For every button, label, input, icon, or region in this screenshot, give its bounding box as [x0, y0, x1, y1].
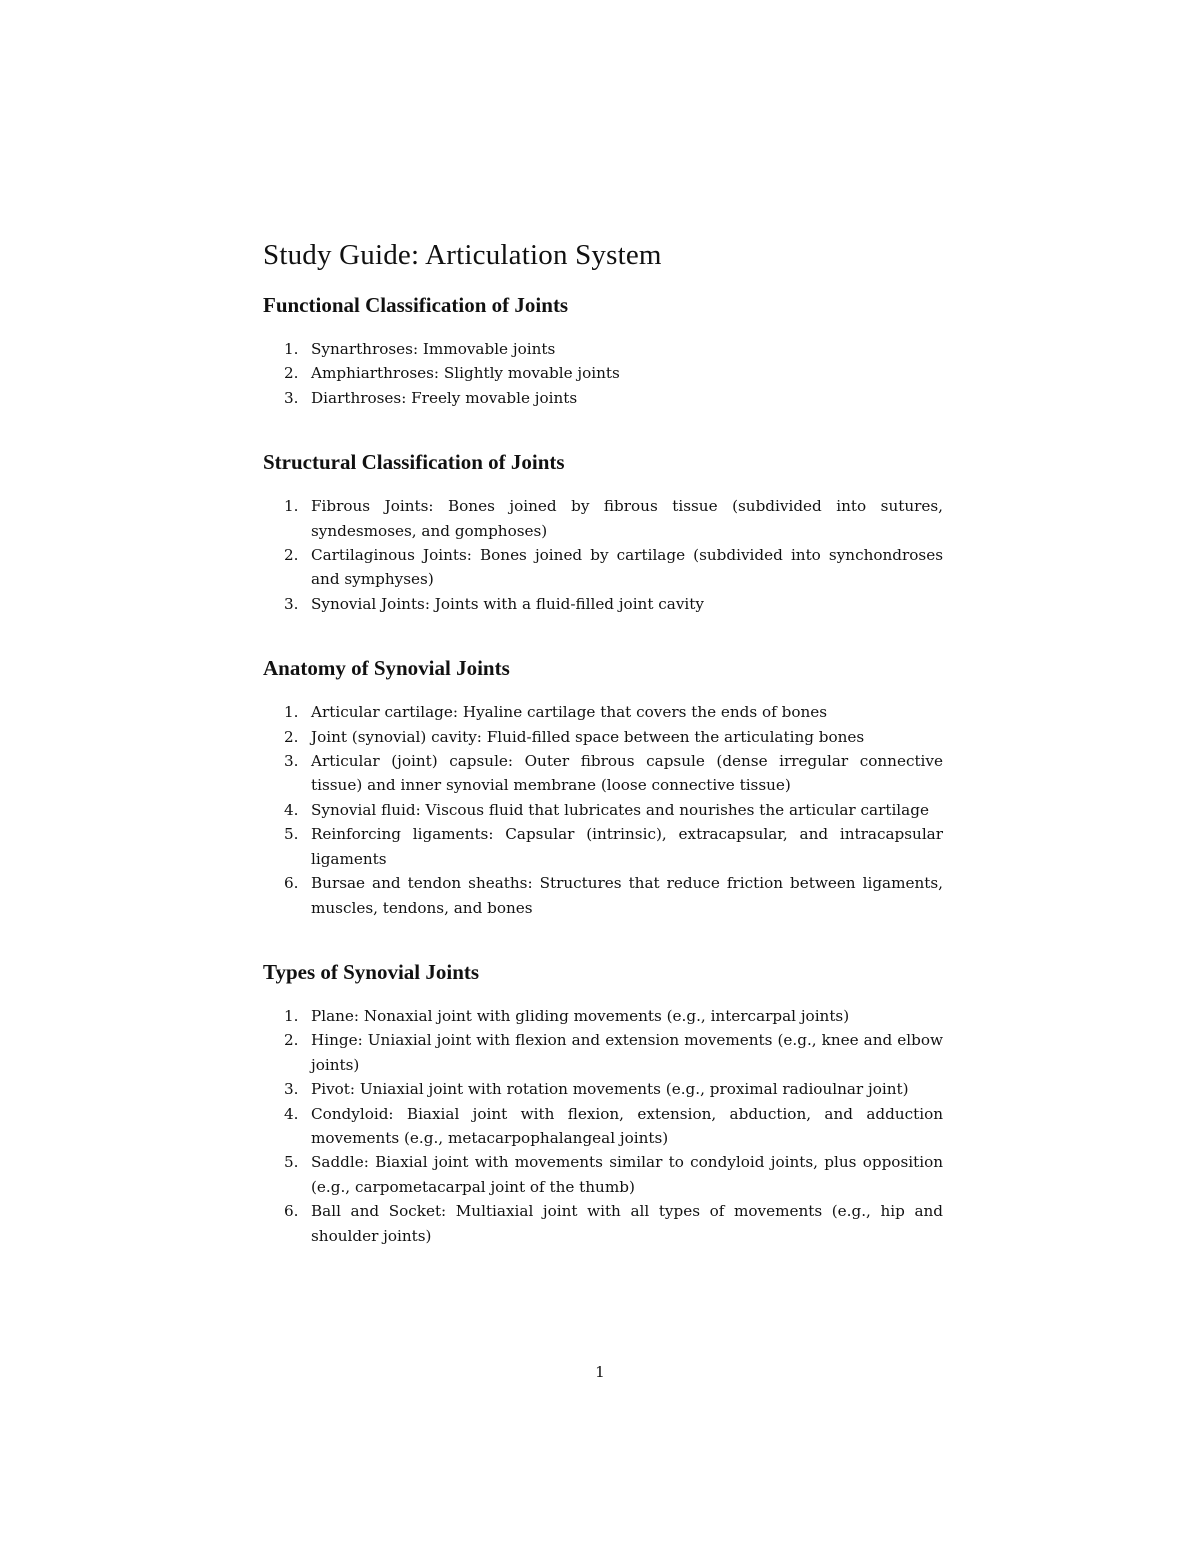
list-item: [263, 1004, 943, 1028]
list-item-text: Articular cartilage: Hyaline cartilage that covers the ends of bones: [311, 703, 828, 722]
list-item-number: 6.: [284, 1202, 299, 1221]
list-item: [263, 592, 943, 616]
list-item: [263, 494, 943, 543]
document-title: Study Guide: Articulation System: [263, 239, 662, 271]
list-item-text: Articular (joint) capsule: Outer fibrous capsule (dense irregular connective tissue) and inner synovial membrane (loose connective tissue): [311, 752, 943, 795]
section-list: [263, 700, 943, 920]
list-item-number: 1.: [284, 340, 299, 358]
list-item-number: 1.: [284, 1006, 299, 1025]
list-item: [263, 543, 943, 592]
list-item-text: Bursae and tendon sheaths: Structures that reduce friction between ligaments, muscles, tendons, and bones: [311, 874, 943, 917]
list-item-text: Diarthroses: Freely movable joints: [311, 388, 578, 407]
list-item-number: 2.: [284, 727, 299, 746]
section-functional-classification: [263, 292, 943, 410]
list-item-text: Synovial Joints: Joints with a fluid-filled joint cavity: [311, 594, 704, 613]
section-title: Anatomy of Synovial Joints: [263, 656, 510, 681]
list-item: [263, 1199, 943, 1248]
list-item: [263, 1102, 943, 1151]
list-item-text: Cartilaginous Joints: Bones joined by cartilage (subdivided into synchondroses and symphyses): [311, 546, 943, 589]
page-number: 1: [595, 1363, 605, 1381]
list-item-number: 6.: [284, 874, 299, 893]
section-list: [263, 494, 943, 616]
list-item: [263, 337, 943, 361]
list-item-number: 1.: [284, 703, 299, 722]
list-item-text: Plane: Nonaxial joint with gliding movements (e.g., intercarpal joints): [311, 1006, 850, 1025]
list-item-number: 4.: [284, 800, 299, 819]
list-item-number: 3.: [284, 752, 299, 771]
list-item-text: Synarthroses: Immovable joints: [311, 340, 556, 358]
section-synovial-types: [263, 959, 943, 1248]
list-item: [263, 700, 943, 724]
list-item-number: 2.: [284, 364, 299, 383]
list-item: [263, 361, 943, 385]
list-item-number: 5.: [284, 825, 299, 844]
list-item: [263, 1028, 943, 1077]
section-title: Structural Classification of Joints: [263, 450, 565, 475]
list-item-number: 1.: [284, 497, 299, 516]
list-item-number: 3.: [284, 1080, 299, 1099]
list-item-text: Hinge: Uniaxial joint with flexion and extension movements (e.g., knee and elbow joints): [311, 1031, 943, 1074]
list-item-number: 5.: [284, 1153, 299, 1172]
list-item: [263, 725, 943, 749]
list-item: [263, 1077, 943, 1101]
list-item-text: Reinforcing ligaments: Capsular (intrinsic), extracapsular, and intracapsular ligaments: [311, 825, 943, 868]
section-list: [263, 337, 943, 410]
list-item: [263, 871, 943, 920]
list-item-number: 3.: [284, 388, 299, 407]
list-item-text: Saddle: Biaxial joint with movements similar to condyloid joints, plus opposition (e.g., carpometacarpal joint of the thumb): [311, 1153, 943, 1196]
list-item-text: Synovial fluid: Viscous fluid that lubricates and nourishes the articular cartilage: [311, 800, 929, 819]
list-item: [263, 1150, 943, 1199]
list-item: [263, 749, 943, 798]
section-list: [263, 1004, 943, 1248]
list-item-text: Pivot: Uniaxial joint with rotation movements (e.g., proximal radioulnar joint): [311, 1080, 909, 1099]
section-title: Types of Synovial Joints: [263, 959, 480, 984]
list-item-number: 2.: [284, 1031, 299, 1050]
list-item-number: 3.: [284, 594, 299, 613]
list-item-text: Ball and Socket: Multiaxial joint with all types of movements (e.g., hip and shoulder joints): [311, 1202, 943, 1245]
list-item-text: Condyloid: Biaxial joint with flexion, extension, abduction, and adduction movements (e.g., metacarpophalangeal joints): [311, 1104, 943, 1147]
document-page: [263, 238, 943, 1287]
section-structural-classification: [263, 449, 943, 616]
list-item-number: 4.: [284, 1104, 299, 1123]
list-item: [263, 822, 943, 871]
list-item-text: Joint (synovial) cavity: Fluid-filled space between the articulating bones: [311, 727, 865, 746]
list-item: [263, 798, 943, 822]
list-item-text: Fibrous Joints: Bones joined by fibrous tissue (subdivided into sutures, syndesmoses, and gomphoses): [311, 497, 943, 540]
list-item-text: Amphiarthroses: Slightly movable joints: [311, 364, 620, 383]
list-item: [263, 386, 943, 410]
section-synovial-anatomy: [263, 655, 943, 920]
section-title: Functional Classification of Joints: [263, 293, 569, 317]
list-item-number: 2.: [284, 546, 299, 565]
